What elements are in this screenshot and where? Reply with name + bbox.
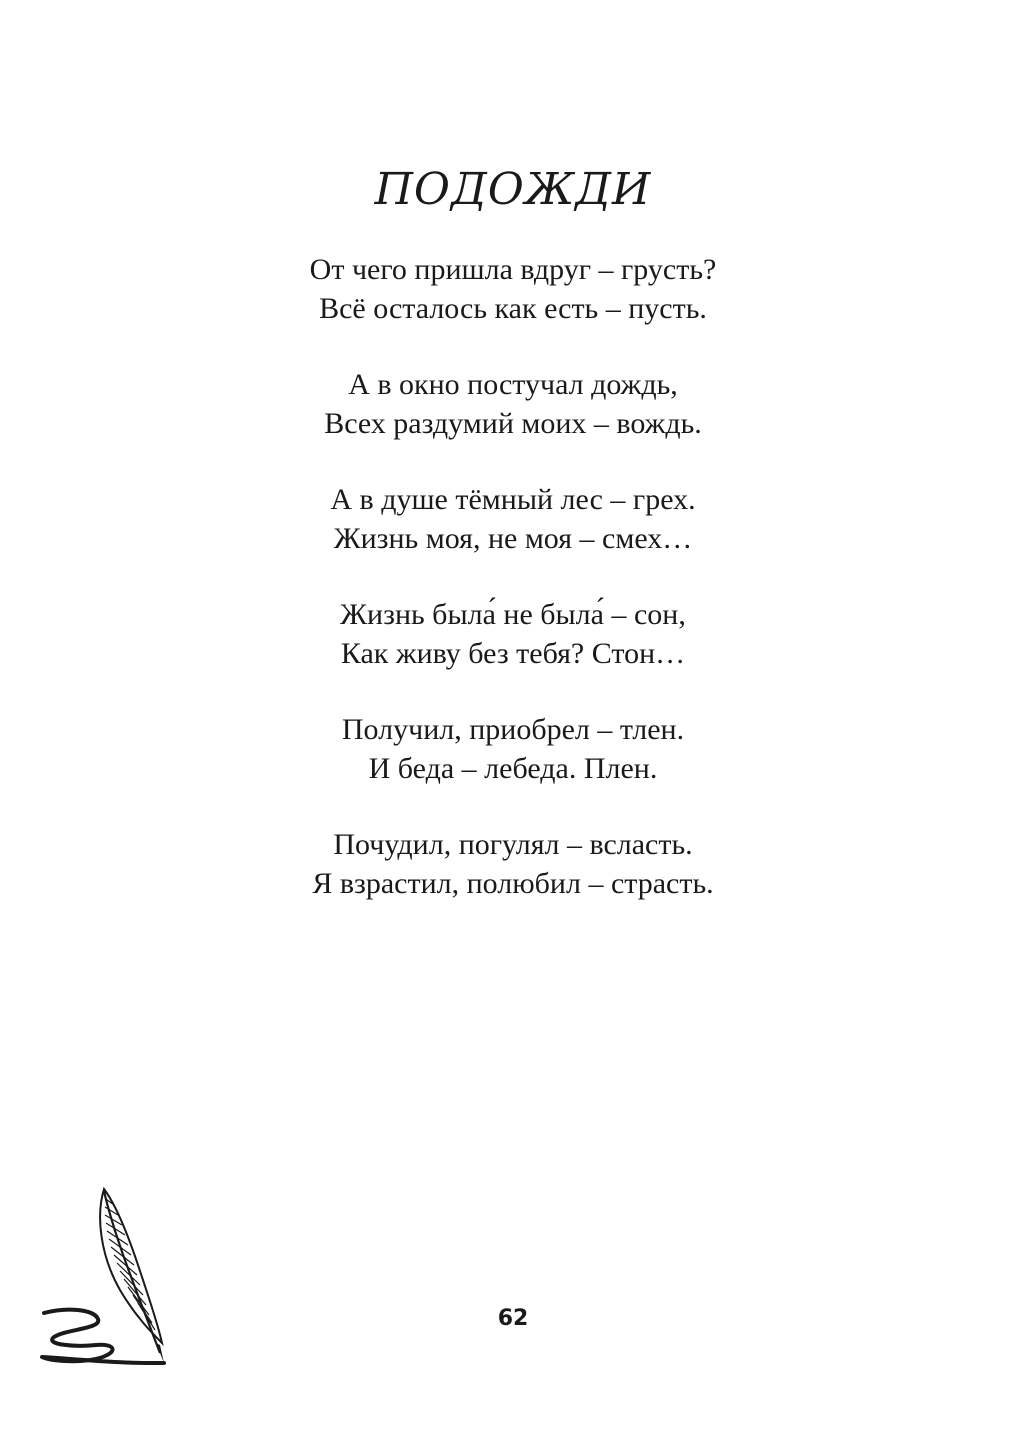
poem-body (0, 250, 1026, 940)
stanza (0, 710, 1026, 788)
poem-line: Жизнь была́ не была́ – сон, (340, 598, 686, 631)
poem-line: Всё осталось как есть – пусть. (319, 292, 707, 325)
poem-line: Жизнь моя, не моя – смех… (333, 522, 693, 555)
stanza (0, 480, 1026, 558)
poem-line: Почудил, погулял – всласть. (333, 828, 693, 861)
stanza (0, 595, 1026, 673)
page-number: 62 (497, 1306, 529, 1331)
poem-line: И беда – лебеда. Плен. (368, 752, 658, 785)
stanza (0, 825, 1026, 903)
poem-line: От чего пришла вдруг – грусть? (309, 253, 717, 286)
poem-line: Я взрастил, полюбил – страсть. (312, 867, 714, 900)
poem-line: Получил, приобрел – тлен. (341, 713, 685, 746)
stanza (0, 250, 1026, 328)
poem-line: Всех раздумий моих – вождь. (324, 407, 702, 440)
poem-line: А в душе тёмный лес – грех. (330, 483, 696, 516)
poem-title: ПОДОЖДИ (374, 164, 652, 215)
poem-line: Как живу без тебя? Стон… (340, 637, 686, 670)
stanza (0, 365, 1026, 443)
quill-pen-icon (36, 1185, 171, 1375)
poem-line: А в окно постучал дождь, (348, 368, 678, 401)
